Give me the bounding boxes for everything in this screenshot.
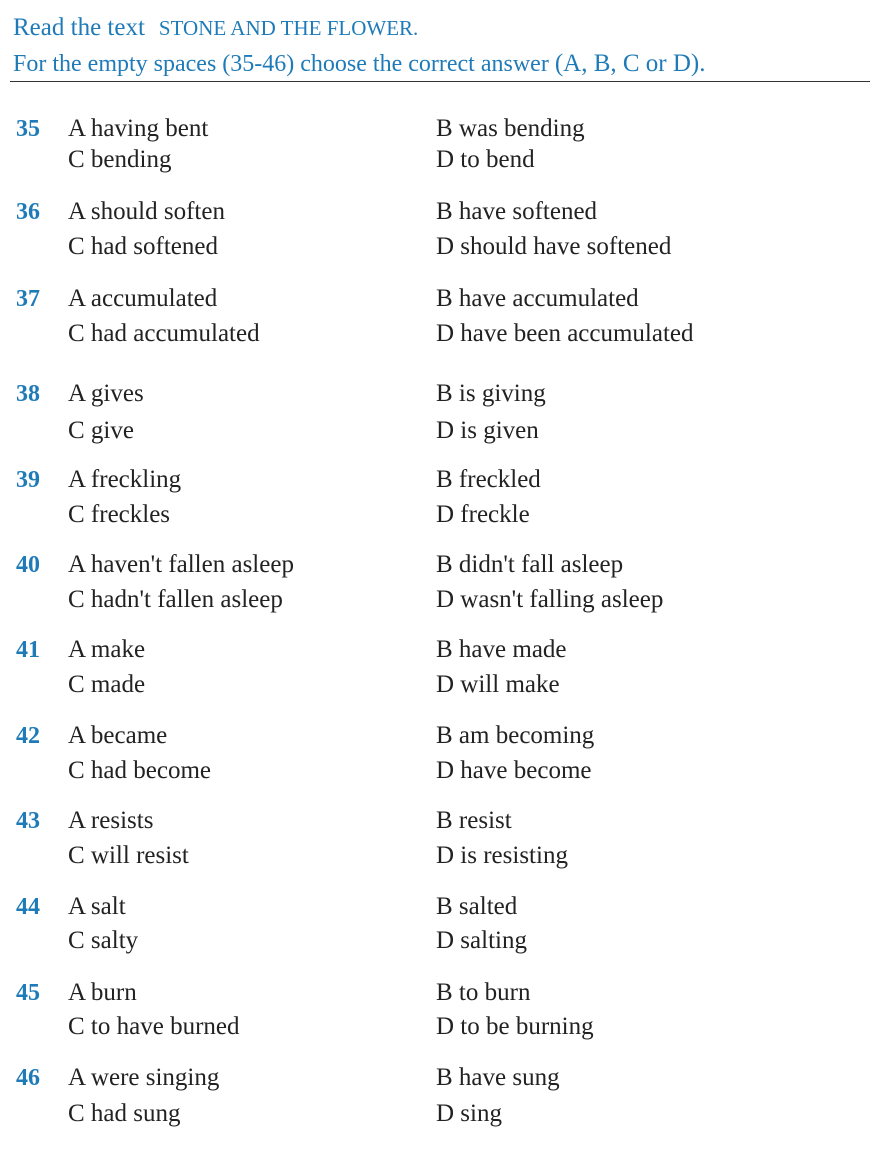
question-number: 43 (16, 808, 40, 834)
option-d[interactable]: D to be burning (436, 1013, 594, 1040)
question-item-46 (0, 1063, 880, 1143)
option-d[interactable]: D have been accumulated (436, 320, 694, 347)
option-d[interactable]: D is resisting (436, 842, 568, 869)
question-item-41 (0, 635, 880, 715)
option-b[interactable]: B was bending (436, 115, 585, 142)
option-d[interactable]: D to bend (436, 146, 535, 173)
option-b[interactable]: B is giving (436, 380, 546, 407)
option-c[interactable]: C had accumulated (68, 320, 260, 347)
option-b[interactable]: B to burn (436, 979, 531, 1006)
choices-note: (A, B, C or D). (554, 50, 706, 77)
option-a[interactable]: A salt (68, 893, 126, 920)
question-number: 39 (16, 467, 40, 493)
option-c[interactable]: C had softened (68, 233, 218, 260)
question-number: 41 (16, 637, 40, 663)
option-d[interactable]: D sing (436, 1100, 502, 1127)
text-title: STONE AND THE FLOWER. (158, 16, 419, 40)
option-c[interactable]: C bending (68, 146, 172, 173)
question-number: 37 (16, 286, 40, 312)
question-item-40 (0, 550, 880, 630)
question-item-44 (0, 892, 880, 972)
option-c[interactable]: C to have burned (68, 1013, 240, 1040)
option-c[interactable]: C give (68, 417, 134, 444)
question-item-43 (0, 806, 880, 886)
option-a[interactable]: A make (68, 636, 146, 663)
option-b[interactable]: B freckled (436, 466, 541, 493)
option-b[interactable]: B am becoming (436, 722, 595, 749)
question-number: 46 (16, 1065, 40, 1091)
question-item-37 (0, 284, 880, 364)
question-item-35 (0, 114, 880, 194)
option-a[interactable]: A were singing (68, 1064, 220, 1091)
question-number: 45 (16, 980, 40, 1006)
option-b[interactable]: B didn't fall asleep (436, 551, 624, 578)
option-a[interactable]: A burn (68, 979, 137, 1006)
option-b[interactable]: B have accumulated (436, 285, 639, 312)
question-number: 42 (16, 723, 40, 749)
question-number: 35 (16, 116, 40, 142)
question-item-39 (0, 465, 880, 545)
instruction-text: For the empty spaces (35-46) choose the correct answer (13, 51, 549, 77)
option-c[interactable]: C salty (68, 927, 139, 954)
question-item-36 (0, 197, 880, 277)
option-a[interactable]: A having bent (68, 115, 209, 142)
option-a[interactable]: A haven't fallen asleep (68, 551, 294, 578)
option-c[interactable]: C will resist (68, 842, 189, 869)
option-d[interactable]: D salting (436, 927, 527, 954)
option-b[interactable]: B salted (436, 893, 518, 920)
option-a[interactable]: A should soften (68, 198, 225, 225)
question-item-38 (0, 379, 880, 459)
question-item-42 (0, 721, 880, 801)
option-c[interactable]: C had become (68, 757, 212, 784)
question-number: 36 (16, 199, 40, 225)
option-c[interactable]: C freckles (68, 501, 171, 528)
option-d[interactable]: D will make (436, 671, 560, 698)
question-number: 40 (16, 552, 40, 578)
question-number: 44 (16, 894, 40, 920)
option-a[interactable]: A resists (68, 807, 154, 834)
option-c[interactable]: C made (68, 671, 146, 698)
option-a[interactable]: A freckling (68, 466, 182, 493)
question-number: 38 (16, 381, 40, 407)
option-b[interactable]: B have softened (436, 198, 598, 225)
option-b[interactable]: B resist (436, 807, 512, 834)
option-a[interactable]: A gives (68, 380, 144, 407)
option-b[interactable]: B have made (436, 636, 567, 663)
question-item-45 (0, 978, 880, 1058)
option-d[interactable]: D freckle (436, 501, 530, 528)
option-c[interactable]: C hadn't fallen asleep (68, 586, 283, 613)
option-d[interactable]: D wasn't falling asleep (436, 586, 664, 613)
option-a[interactable]: A accumulated (68, 285, 218, 312)
option-d[interactable]: D have become (436, 757, 592, 784)
option-d[interactable]: D is given (436, 417, 539, 444)
option-b[interactable]: B have sung (436, 1064, 560, 1091)
option-c[interactable]: C had sung (68, 1100, 181, 1127)
option-a[interactable]: A became (68, 722, 168, 749)
instruction-prefix: Read the text (13, 14, 145, 41)
option-d[interactable]: D should have softened (436, 233, 672, 260)
